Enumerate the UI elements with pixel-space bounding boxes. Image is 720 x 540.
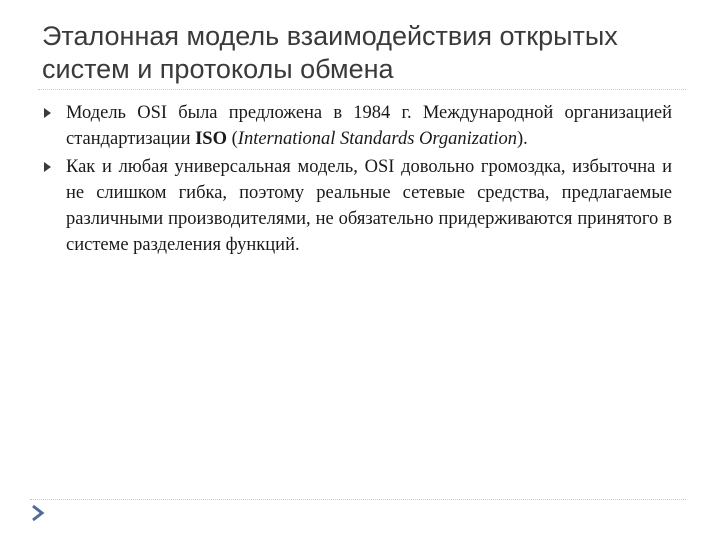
bullet-text: ( (226, 129, 238, 149)
bullet-list (42, 100, 672, 260)
chevron-right-icon[interactable] (30, 503, 46, 523)
footer-divider (30, 499, 686, 500)
bullet-text: Модель OSI была предложена в 1984 г. Международной организацией стандартизации (66, 103, 672, 149)
bullet-item-osi-drawbacks (42, 154, 672, 258)
bullet-text: ). (517, 129, 528, 149)
iso-abbreviation: ISO (195, 129, 227, 149)
triangle-right-icon (44, 108, 51, 118)
bullet-item-osi-origin (42, 100, 672, 152)
triangle-right-icon (44, 162, 51, 172)
title-divider (38, 89, 686, 90)
slide-title: Эталонная модель взаимодействия открытых систем и протоколы обмена (42, 21, 618, 84)
bullet-text: Как и любая универсальная модель, OSI довольно громоздка, избыточна и не слишком гибка, поэтому реальные сетевые средства, предлагаемые различными производителями, не обязательно придерживаются принятого в системе разделения функций. (66, 157, 672, 255)
iso-full-name: International Standards Organization (237, 129, 518, 149)
